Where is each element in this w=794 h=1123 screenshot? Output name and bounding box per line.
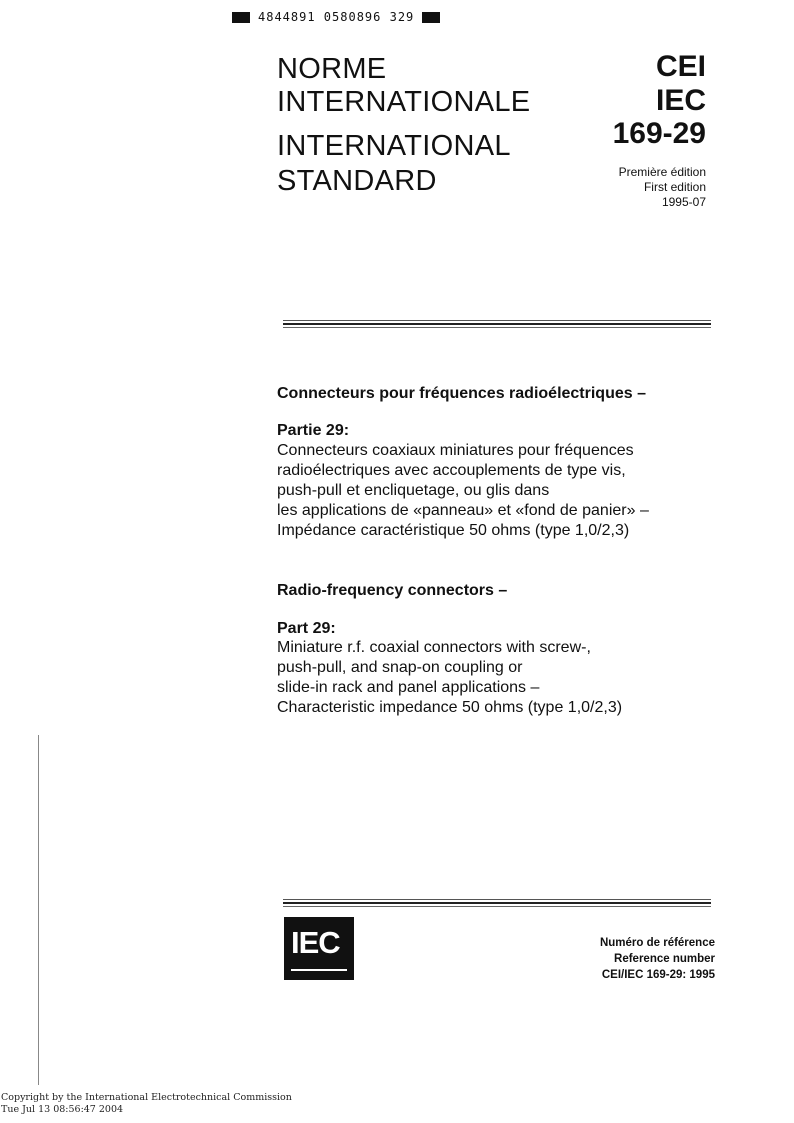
- edition-date: 1995-07: [661, 195, 706, 209]
- french-part-heading: Partie 29:: [277, 422, 350, 439]
- title-en-line1: INTERNATIONAL: [277, 130, 511, 162]
- english-title-line: slide-in rack and panel applications –: [277, 679, 540, 696]
- french-title-line: Connecteurs coaxiaux miniatures pour fréquences: [277, 442, 634, 459]
- edition-fr: Première édition: [618, 165, 706, 179]
- french-heading: Connecteurs pour fréquences radioélectriques –: [277, 385, 646, 402]
- english-title-line: Miniature r.f. coaxial connectors with screw-,: [277, 639, 591, 656]
- iec-logo: [284, 917, 354, 980]
- standard-number: 169-29: [612, 117, 706, 150]
- french-title-block: [277, 441, 737, 541]
- iec-logo-text: IEC: [291, 925, 340, 960]
- title-fr-line2: INTERNATIONALE: [277, 86, 531, 118]
- copyright-line: Copyright by the International Electrotechnical Commission: [1, 1092, 292, 1103]
- reference-label-en: Reference number: [614, 953, 715, 965]
- document-id-strip: [232, 8, 440, 26]
- copyright-timestamp: Tue Jul 13 08:56:47 2004: [1, 1104, 124, 1115]
- english-heading: Radio-frequency connectors –: [277, 582, 508, 599]
- marker-block-right: [422, 12, 440, 23]
- french-title-line: les applications de «panneau» et «fond de panier» –: [277, 502, 649, 519]
- document-id-number: 4844891 0580896 329: [258, 10, 415, 24]
- iec-logo-underline: [291, 969, 347, 971]
- margin-line: [38, 735, 39, 1085]
- french-title-line: push-pull et encliquetage, ou glis dans: [277, 482, 550, 499]
- reference-code: CEI/IEC 169-29: 1995: [601, 969, 715, 981]
- title-en-line2: STANDARD: [277, 165, 437, 197]
- english-title-line: push-pull, and snap-on coupling or: [277, 659, 523, 676]
- title-fr-line1: NORME: [277, 53, 387, 85]
- designation-iec: IEC: [655, 84, 706, 117]
- english-title-block: [277, 638, 737, 718]
- marker-block-left: [232, 12, 250, 23]
- edition-en: First edition: [643, 180, 706, 194]
- french-title-line: radioélectriques avec accouplements de type vis,: [277, 462, 626, 479]
- reference-label-fr: Numéro de référence: [599, 937, 715, 949]
- english-part-heading: Part 29:: [277, 620, 336, 637]
- french-title-line: Impédance caractéristique 50 ohms (type 1,0/2,3): [277, 522, 630, 539]
- english-title-line: Characteristic impedance 50 ohms (type 1,0/2,3): [277, 699, 623, 716]
- designation-cei: CEI: [655, 50, 706, 83]
